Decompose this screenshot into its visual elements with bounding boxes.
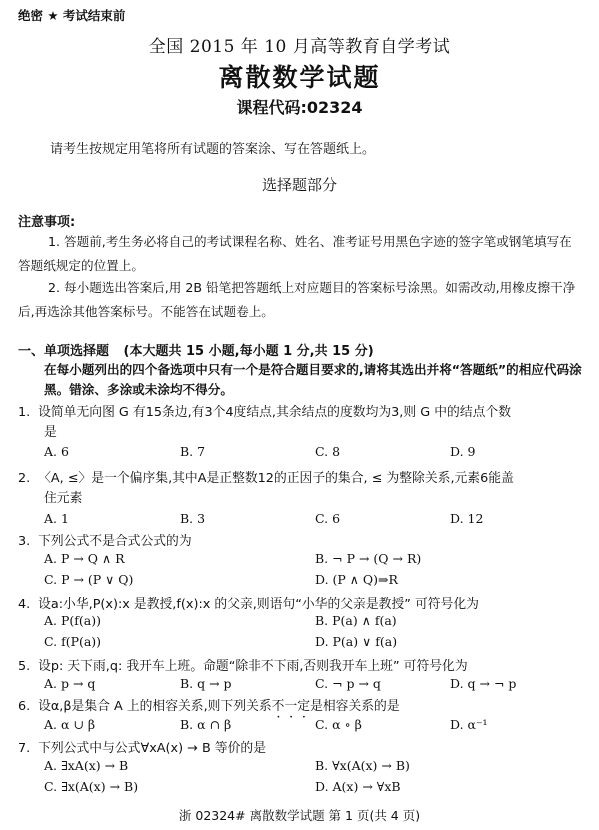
exam-name: 全国 2015 年 10 月高等教育自学考试 bbox=[148, 37, 451, 57]
question-continuation: 住元素 bbox=[44, 491, 83, 506]
option-b: B. q → p bbox=[180, 676, 232, 691]
course-code: 课程代码:02324 bbox=[236, 98, 363, 117]
question-number: 1. bbox=[18, 405, 31, 420]
question-number: 7. bbox=[18, 741, 31, 756]
question-3 bbox=[18, 530, 583, 549]
question-number: 3. bbox=[18, 534, 31, 549]
question-text: 设a:小华,P(x):x 是教授,f(x):x 的父亲,则语句“小华的父亲是教授” 可符号化为 bbox=[38, 597, 479, 612]
option-d: D. P(a) ∨ f(a) bbox=[315, 634, 398, 649]
option-b: B. 7 bbox=[180, 444, 206, 459]
option-b: B. ∀x(A(x) → B) bbox=[315, 758, 410, 773]
emphasized-text: 不一定 bbox=[271, 699, 311, 714]
option-c: C. f(P(a)) bbox=[44, 634, 102, 649]
page-footer: 浙 02324# 离散数学试题 第 1 页(共 4 页) bbox=[178, 808, 421, 823]
question-2 bbox=[18, 467, 583, 486]
part-heading bbox=[18, 340, 374, 359]
notice-item-2: 2. 每小题选出答案后,用 2B 铅笔把答题纸上对应题目的答案标号涂黑。如需改动,用橡皮擦干净后,再选涂其他答案标号。不能答在试题卷上。 bbox=[18, 280, 576, 319]
question-text: 设p: 天下雨,q: 我开车上班。命题“除非不下雨,否则我开车上班” 可符号化为 bbox=[38, 659, 468, 674]
part-title: 一、单项选择题 bbox=[18, 344, 110, 359]
option-a: A. α ∪ β bbox=[44, 717, 96, 732]
confidential-label: 绝密 ★ 考试结束前 bbox=[18, 8, 126, 23]
notice-heading: 注意事项: bbox=[18, 215, 76, 230]
option-a: A. ∃xA(x) → B bbox=[44, 758, 129, 773]
option-a: A. p → q bbox=[44, 676, 96, 691]
option-a: A. P → Q ∧ R bbox=[44, 551, 125, 566]
section-title: 选择题部分 bbox=[261, 176, 337, 194]
general-instruction: 请考生按规定用笔将所有试题的答案涂、写在答题纸上。 bbox=[50, 142, 376, 157]
option-d: D. A(x) → ∀xB bbox=[315, 779, 401, 794]
option-c: C. 6 bbox=[315, 511, 341, 526]
option-b: B. α ∩ β bbox=[180, 717, 232, 732]
question-7 bbox=[18, 737, 583, 756]
question-continuation: 是 bbox=[44, 425, 57, 440]
question-text: 设简单无向图 G 有15条边,有3个4度结点,其余结点的度数均为3,则 G 中的结点个数 bbox=[38, 405, 512, 420]
paper-title: 离散数学试题 bbox=[218, 63, 381, 92]
option-a: A. 6 bbox=[44, 444, 69, 459]
part-instruction: 在每小题列出的四个备选项中只有一个是符合题目要求的,请将其选出并将“答题纸”的相应代码涂黑。错涂、多涂或未涂均不得分。 bbox=[44, 362, 582, 397]
option-c: C. ∃x(A(x) → B) bbox=[44, 779, 139, 794]
option-a: A. P(f(a)) bbox=[44, 613, 101, 628]
question-1 bbox=[18, 401, 583, 420]
option-c: C. 8 bbox=[315, 444, 341, 459]
question-number: 5. bbox=[18, 659, 31, 674]
question-number: 6. bbox=[18, 699, 31, 714]
question-text-end: 是相容关系的是 bbox=[310, 699, 400, 714]
option-b: B. 3 bbox=[180, 511, 206, 526]
option-c: C. P → (P ∨ Q) bbox=[44, 572, 134, 587]
notice-item-1: 1. 答题前,考生务必将自己的考试课程名称、姓名、准考证号用黑色字迹的签字笔或钢笔填写在答题纸规定的位置上。 bbox=[18, 234, 572, 273]
question-4 bbox=[18, 593, 583, 612]
question-text: 设α,β是集合 A 上的相容关系,则下列关系 bbox=[38, 699, 272, 714]
question-text: 下列公式不是合式公式的为 bbox=[38, 534, 192, 549]
question-text: 下列公式中与公式∀xA(x) → B 等价的是 bbox=[38, 741, 266, 756]
question-number: 4. bbox=[18, 597, 31, 612]
option-c: C. ¬ p → q bbox=[315, 676, 381, 691]
option-b: B. P(a) ∧ f(a) bbox=[315, 613, 397, 628]
option-b: B. ¬ P → (Q → R) bbox=[315, 551, 422, 566]
part-description: (本大题共 15 小题,每小题 1 分,共 15 分) bbox=[123, 344, 374, 359]
question-text: 〈A, ≤〉是一个偏序集,其中A是正整数12的正因子的集合, ≤ 为整除关系,元素6能盖 bbox=[38, 471, 514, 486]
option-d: D. α⁻¹ bbox=[450, 717, 488, 732]
question-6 bbox=[18, 695, 583, 721]
question-5 bbox=[18, 655, 583, 674]
option-d: D. q → ¬ p bbox=[450, 676, 517, 691]
question-number: 2. bbox=[18, 471, 31, 486]
option-c: C. α ∘ β bbox=[315, 717, 362, 732]
option-a: A. 1 bbox=[44, 511, 69, 526]
option-d: D. (P ∧ Q)⇒R bbox=[315, 572, 398, 587]
option-d: D. 12 bbox=[450, 511, 484, 526]
option-d: D. 9 bbox=[450, 444, 476, 459]
